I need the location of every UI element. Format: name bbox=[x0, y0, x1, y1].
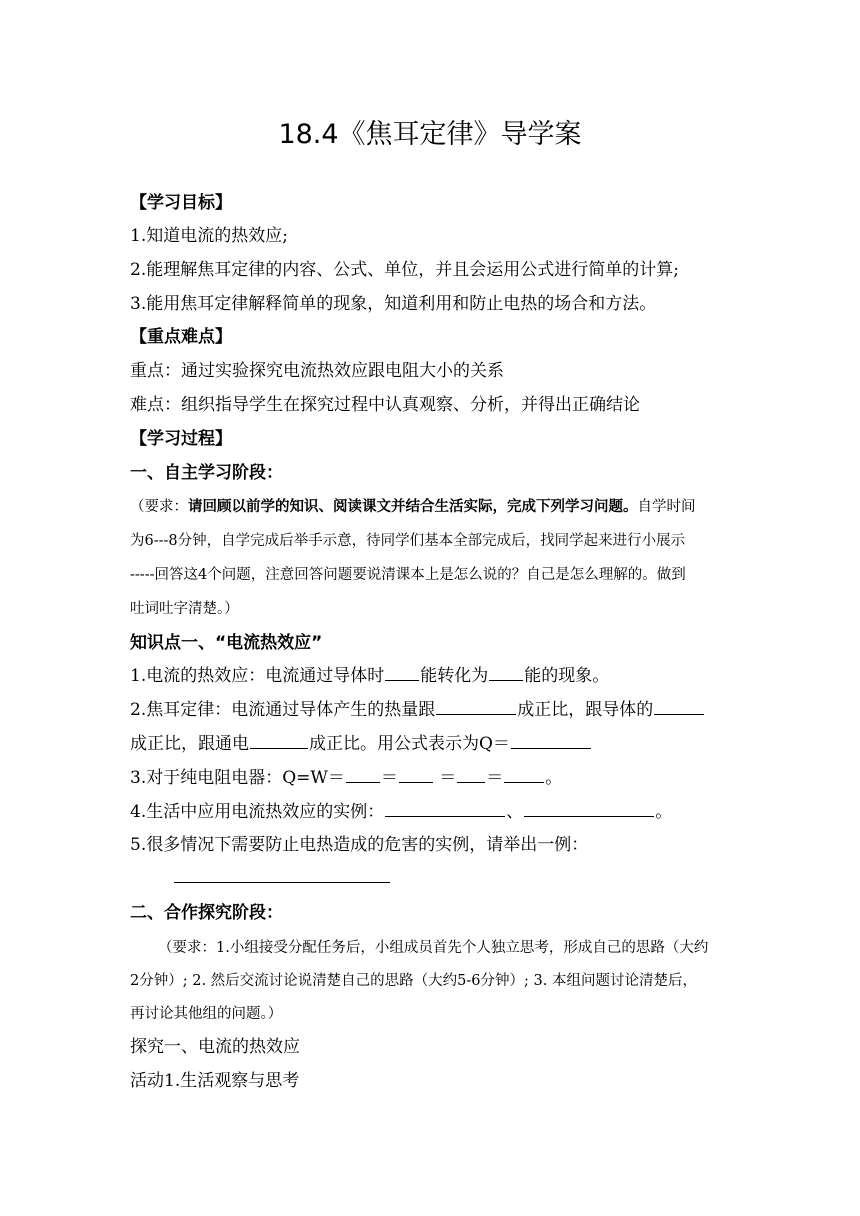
q1-text: 能的现象。 bbox=[524, 666, 610, 686]
stage1-requirement-line: -----回答这4个问题，注意回答问题要说清课本上是怎么说的？自己是怎么理解的。做到 bbox=[130, 567, 686, 583]
q3-text: ＝ bbox=[439, 768, 457, 788]
blank-field[interactable] bbox=[346, 766, 380, 783]
req-bold: 请回顾以前学的知识、阅读课文并结合生活实际，完成下列学习问题。 bbox=[188, 499, 638, 515]
question-4 bbox=[130, 800, 672, 823]
stage1-requirement-line bbox=[130, 496, 696, 518]
req-rest: 自学时间 bbox=[637, 499, 696, 515]
explore-heading: 探究一、电流的热效应 bbox=[130, 1037, 300, 1057]
q2-text: 成正比，跟导体的 bbox=[517, 700, 654, 720]
blank-field[interactable] bbox=[489, 664, 523, 681]
q2-text: 2.焦耳定律：电流通过导体产生的热量跟 bbox=[130, 700, 436, 720]
stage1-requirement-line: 为6---8分钟，自学完成后举手示意，待同学们基本全部完成后，找同学起来进行小展示 bbox=[130, 533, 686, 549]
section-heading-goals: 【学习目标】 bbox=[130, 193, 232, 213]
blank-field[interactable] bbox=[436, 698, 516, 715]
blank-field[interactable] bbox=[385, 800, 505, 817]
blank-field[interactable] bbox=[504, 766, 544, 783]
section-heading-key: 【重点难点】 bbox=[130, 327, 232, 347]
question-1 bbox=[130, 664, 609, 687]
stage1-title: 一、自主学习阶段： bbox=[130, 463, 283, 483]
question-2-cont bbox=[130, 732, 592, 755]
q3-text: ＝ bbox=[486, 768, 504, 788]
blank-field[interactable] bbox=[174, 868, 390, 883]
goal-item: 1.知道电流的热效应; bbox=[130, 226, 288, 246]
q3-text: 。 bbox=[545, 768, 563, 788]
blank-field[interactable] bbox=[385, 664, 419, 681]
q4-text: 、 bbox=[506, 802, 524, 822]
q2-text: 成正比。用公式表示为Q＝ bbox=[309, 734, 510, 754]
q3-text: ＝ bbox=[380, 768, 398, 788]
stage1-requirement-line: 吐词吐字清楚。） bbox=[130, 601, 239, 617]
question-3 bbox=[130, 766, 562, 789]
q1-text: 1.电流的热效应：电流通过导体时 bbox=[130, 666, 385, 686]
stage2-requirement-line: 再讨论其他组的问题。） bbox=[130, 1006, 283, 1022]
goal-item: 3.能用焦耳定律解释简单的现象，知道利用和防止电热的场合和方法。 bbox=[130, 294, 657, 314]
key-point: 重点：通过实验探究电流热效应跟电阻大小的关系 bbox=[130, 361, 504, 381]
stage2-requirement-line: （要求：1.小组接受分配任务后，小组成员首先个人独立思考，形成自己的思路（大约 bbox=[158, 940, 709, 956]
q2-text: 成正比，跟通电 bbox=[130, 734, 249, 754]
difficult-point: 难点：组织指导学生在探究过程中认真观察、分析，并得出正确结论 bbox=[130, 395, 640, 415]
q1-text: 能转化为 bbox=[420, 666, 489, 686]
req-prefix: （要求： bbox=[130, 499, 188, 515]
section-heading-process: 【学习过程】 bbox=[130, 429, 232, 449]
stage2-title: 二、合作探究阶段： bbox=[130, 903, 283, 923]
q3-text: 3.对于纯电阻电器：Q=W＝ bbox=[130, 768, 345, 788]
stage2-requirement-line: 2分钟）; 2. 然后交流讨论说清楚自己的思路（大约5-6分钟）; 3. 本组问题讨论清楚后， bbox=[130, 973, 697, 989]
blank-field[interactable] bbox=[511, 732, 591, 749]
q4-text: 。 bbox=[655, 802, 673, 822]
blank-field[interactable] bbox=[524, 800, 654, 817]
knowledge-point-title: 知识点一、“电流热效应” bbox=[130, 633, 323, 653]
blank-field[interactable] bbox=[250, 732, 308, 749]
goal-item: 2.能理解焦耳定律的内容、公式、单位，并且会运用公式进行简单的计算; bbox=[130, 260, 679, 280]
blank-field[interactable] bbox=[457, 766, 485, 783]
question-5: 5.很多情况下需要防止电热造成的危害的实例，请举出一例： bbox=[130, 835, 589, 855]
q4-text: 4.生活中应用电流热效应的实例： bbox=[130, 802, 385, 822]
blank-field[interactable] bbox=[654, 698, 704, 715]
activity-heading: 活动1.生活观察与思考 bbox=[130, 1071, 300, 1091]
question-2 bbox=[130, 698, 705, 721]
blank-field[interactable] bbox=[399, 766, 433, 783]
page-title: 18.4《焦耳定律》导学案 bbox=[278, 119, 582, 150]
